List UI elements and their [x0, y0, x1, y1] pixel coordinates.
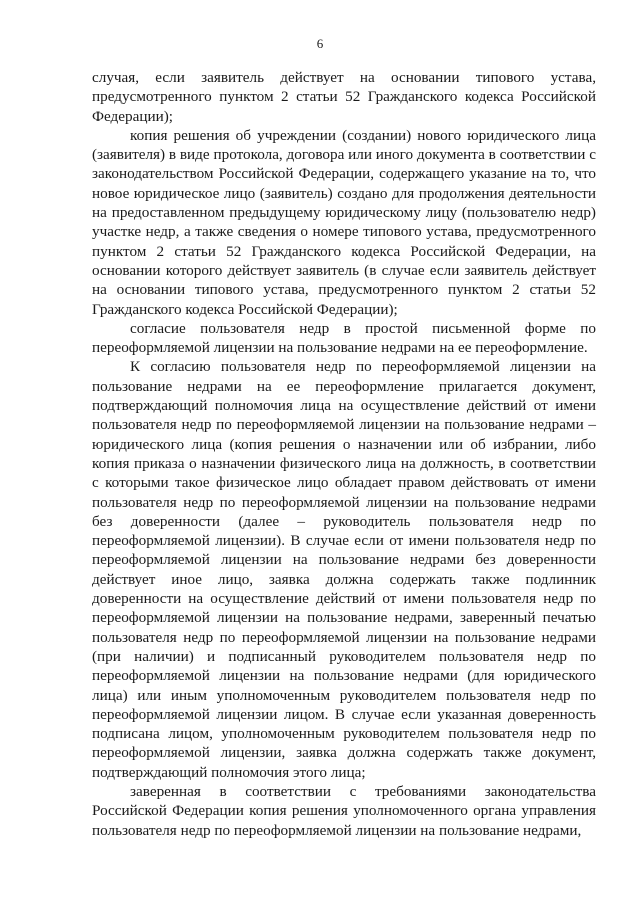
paragraph-management-decision: заверенная в соответствии с требованиями законодательства Российской Федерации копия решения уполномоченного органа управления пользователя недр по переоформляемой лицензии на пользование недрами, [92, 782, 596, 839]
paragraph-continuation: случая, если заявитель действует на основании типового устава, предусмотренного пунктом 2 статьи 52 Гражданского кодекса Российской Федерации); [92, 69, 596, 125]
paragraph-user-consent: согласие пользователя недр в простой письменной форме по переоформляемой лицензии на пользование недрами на ее переоформление. [92, 319, 596, 357]
paragraph-founding-decision: копия решения об учреждении (создании) нового юридического лица (заявителя) в виде протокола, договора или иного документа в соответствии с законодательством Российской Федерации, содержащего указание на то, что новое юридическое лицо (заявитель) создано для продолжения деятельности на предоставленном предыдущему юридическому лицу (пользователю недр) участке недр, а также сведения о номере типового устава, предусмотренного пунктом 2 статьи 52 Гражданского кодекса Российской Федерации, на основании которого действует заявитель (в случае если заявитель действует на основании типового устава, предусмотренного пунктом 2 статьи 52 Гражданского кодекса Российской Федерации); [92, 126, 596, 318]
page-number: 6 [316, 36, 324, 51]
document-body [92, 68, 596, 840]
paragraph-authority-documents: К согласию пользователя недр по переоформляемой лицензии на пользование недрами на ее переоформление прилагается документ, подтверждающий полномочия лица на осуществление действий от имени пользователя недр по переоформляемой лицензии на пользование недрами – юридического лица (копия решения о назначении или об избрании, либо копия приказа о назначении физического лица на должность, в соответствии с которыми такое физическое лицо обладает правом действовать от имени пользователя недр по переоформляемой лицензии на пользование недрами без доверенности (далее – руководитель пользователя недр по переоформляемой лицензии). В случае если от имени пользователя недр по переоформляемой лицензии на пользование недрами без доверенности действует иное лицо, заявка должна содержать также подлинник доверенности на осуществление действий от имени пользователя недр по переоформляемой лицензии на пользование недрами, заверенный печатью пользователя недр по переоформляемой лицензии на пользование недрами (при наличии) и подписанный руководителем пользователя недр по переоформляемой лицензии на пользование недрами (для юридического лица) или иным уполномоченным руководителем пользователя недр по переоформляемой лицензии лицом. В случае если указанная доверенность подписана лицом, уполномоченным руководителем пользователя недр по переоформляемой лицензии, заявка должна содержать также документ, подтверждающий полномочия этого лица; [92, 358, 596, 781]
